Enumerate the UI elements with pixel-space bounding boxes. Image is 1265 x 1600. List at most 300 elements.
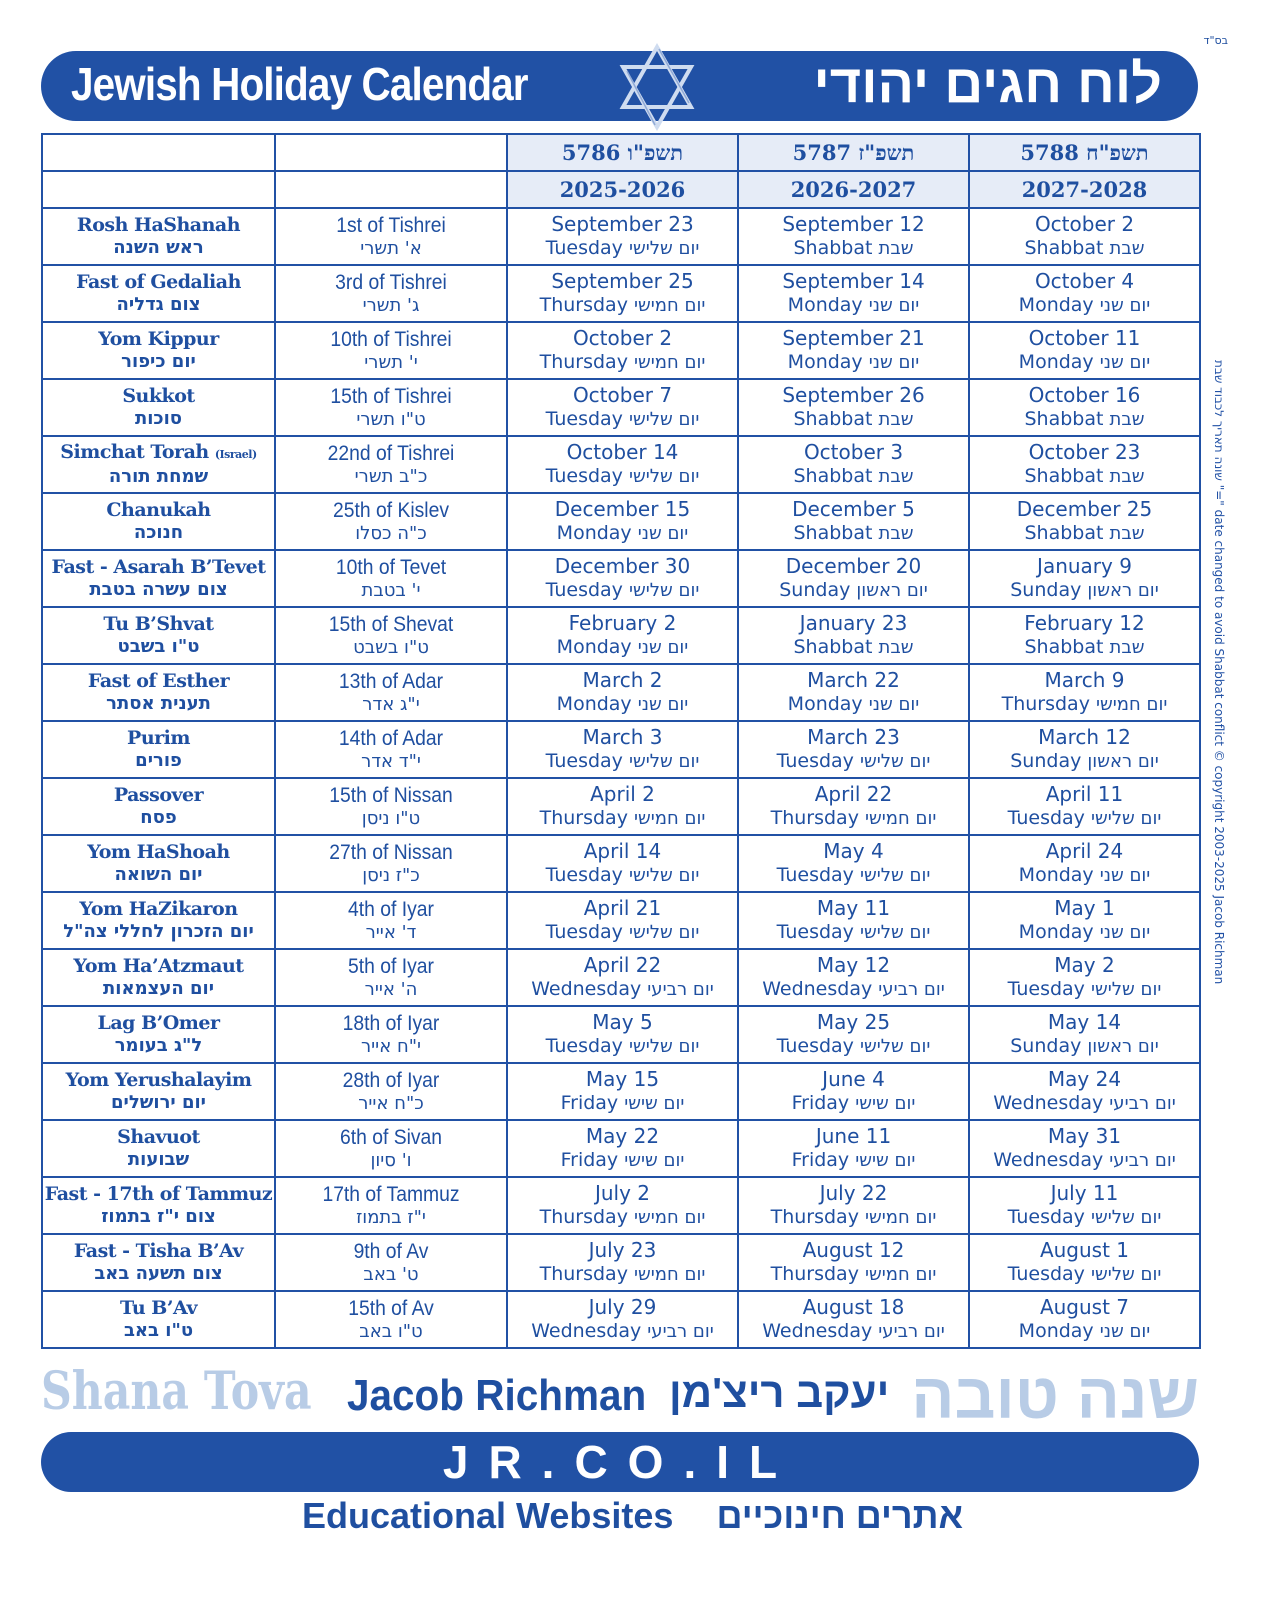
weekday-english: Shabbat [1024, 237, 1104, 259]
weekday [739, 977, 968, 1002]
gregorian-date-cell [507, 208, 738, 265]
weekday [739, 521, 968, 546]
weekday-hebrew: יום שישי [855, 1093, 916, 1114]
gregorian-date-cell [969, 949, 1200, 1006]
weekday-english: Shabbat [1024, 522, 1104, 544]
hebrew-date-hebrew: י"ג אדר [362, 693, 420, 715]
holiday-name-hebrew: יום כיפור [121, 351, 196, 372]
weekday-english: Thursday [539, 807, 628, 829]
gregorian-date-cell [969, 835, 1200, 892]
weekday-hebrew: יום שני [868, 694, 920, 715]
url-banner[interactable] [41, 1432, 1199, 1492]
gregorian-date: March 22 [807, 668, 900, 692]
gregorian-date: September 14 [782, 269, 925, 293]
holiday-row [42, 379, 1200, 436]
hebrew-date-cell [275, 436, 507, 493]
weekday [739, 293, 968, 318]
gregorian-date-cell [738, 1006, 969, 1063]
weekday-english: Monday [1018, 294, 1094, 316]
weekday-hebrew: יום שלישי [628, 580, 700, 601]
weekday [508, 863, 737, 888]
bsd-mark: בס"ד [1203, 34, 1228, 47]
holiday-name-cell [42, 1234, 275, 1291]
hebrew-date-hebrew: ט' באב [363, 1263, 419, 1285]
weekday-hebrew: יום שלישי [628, 865, 700, 886]
gregorian-date: October 23 [1028, 440, 1141, 464]
weekday-hebrew: יום שני [1099, 865, 1151, 886]
holiday-name-cell [42, 778, 275, 835]
holiday-name-english [43, 613, 274, 636]
website-url[interactable]: JR.CO.IL [442, 1436, 798, 1488]
weekday [739, 806, 968, 831]
hebrew-date-hebrew: י"ז בתמוז [356, 1206, 426, 1228]
gregorian-date: May 12 [816, 953, 891, 977]
gregorian-date-cell [738, 1063, 969, 1120]
gregorian-date: October 2 [572, 326, 673, 350]
weekday-english: Shabbat [1024, 465, 1104, 487]
gregorian-date-cell [507, 1120, 738, 1177]
weekday-english: Tuesday [776, 750, 854, 772]
weekday-hebrew: שבת [1109, 409, 1145, 430]
holiday-name-cell [42, 1006, 275, 1063]
weekday-english: Monday [556, 522, 632, 544]
gregorian-date: October 16 [1028, 383, 1141, 407]
holiday-name-cell [42, 835, 275, 892]
weekday-hebrew: יום חמישי [634, 1264, 706, 1285]
weekday [508, 350, 737, 375]
weekday [739, 407, 968, 432]
weekday-hebrew: יום שלישי [1090, 1264, 1162, 1285]
gregorian-date: March 9 [1044, 668, 1125, 692]
weekday [970, 350, 1199, 375]
weekday-english: Wednesday [531, 1320, 642, 1342]
holiday-row [42, 607, 1200, 664]
gregorian-date: December 30 [554, 554, 691, 578]
weekday [970, 806, 1199, 831]
holiday-name-text: Fast - Tisha B’Av [73, 1240, 244, 1262]
header-blank-cell [275, 171, 507, 208]
gregorian-date-cell [507, 1177, 738, 1234]
weekday [508, 521, 737, 546]
author-name-english: Jacob Richman [347, 1371, 647, 1420]
gregorian-date-cell [969, 892, 1200, 949]
hebrew-date-hebrew: י' בטבת [361, 579, 421, 601]
holiday-name-english [43, 1012, 274, 1035]
hebrew-date-cell [275, 1177, 507, 1234]
gregorian-date-cell [738, 1291, 969, 1348]
hebrew-date-english: 9th of Av [353, 1239, 429, 1263]
holiday-row [42, 1006, 1200, 1063]
gregorian-date: September 26 [782, 383, 925, 407]
weekday-hebrew: יום שלישי [859, 751, 931, 772]
holiday-name-english [43, 271, 274, 294]
weekday-english: Tuesday [545, 750, 623, 772]
weekday [970, 407, 1199, 432]
gregorian-date-cell [969, 721, 1200, 778]
tagline-hebrew: אתרים חינוכיים [716, 1495, 964, 1536]
gregorian-date-cell [738, 607, 969, 664]
weekday [970, 521, 1199, 546]
holiday-row [42, 550, 1200, 607]
title-english: Jewish Holiday Calendar [71, 58, 528, 110]
hebrew-date-cell [275, 892, 507, 949]
gregorian-date: April 14 [583, 839, 662, 863]
weekday-hebrew: יום שני [637, 637, 689, 658]
weekday [970, 1319, 1199, 1344]
gregorian-date: August 1 [1039, 1238, 1130, 1262]
weekday [970, 977, 1199, 1002]
weekday-english: Sunday [1010, 579, 1082, 601]
weekday-hebrew: יום רביעי [647, 979, 714, 1000]
gregorian-date-cell [507, 892, 738, 949]
gregorian-date: September 23 [551, 212, 694, 236]
weekday-english: Shabbat [793, 522, 873, 544]
hebrew-date-hebrew: א' תשרי [360, 237, 422, 259]
gregorian-date: May 24 [1047, 1067, 1122, 1091]
year-header-gregorian: 2025-2026 [507, 171, 738, 208]
holiday-row [42, 835, 1200, 892]
weekday-hebrew: יום שני [637, 523, 689, 544]
hebrew-date-cell [275, 1006, 507, 1063]
weekday-english: Tuesday [1007, 807, 1085, 829]
weekday-hebrew: יום שלישי [859, 865, 931, 886]
hebrew-date-cell [275, 1234, 507, 1291]
holiday-name-text: Fast of Esther [87, 670, 230, 692]
hebrew-date-hebrew: י"ד אדר [361, 750, 421, 772]
holiday-name-text: Tu B’Shvat [103, 613, 214, 635]
gregorian-date: February 12 [1024, 611, 1145, 635]
holiday-row [42, 1120, 1200, 1177]
weekday-hebrew: יום שני [1099, 922, 1151, 943]
weekday [508, 1262, 737, 1287]
weekday [508, 1091, 737, 1116]
gregorian-date-cell [738, 835, 969, 892]
hebrew-date-english: 15th of Av [348, 1296, 434, 1320]
weekday [739, 1034, 968, 1059]
hebrew-date-hebrew: י' תשרי [364, 351, 418, 373]
gregorian-date: July 22 [819, 1181, 888, 1205]
hebrew-date-hebrew: ט"ו בשבט [353, 636, 429, 658]
holiday-name-text: Yom HaZikaron [79, 898, 238, 920]
weekday [970, 863, 1199, 888]
gregorian-date-cell [969, 1291, 1200, 1348]
holiday-name-text: Yom Kippur [98, 328, 219, 350]
hebrew-date-english: 5th of Iyar [348, 954, 434, 978]
gregorian-date: October 2 [1034, 212, 1135, 236]
weekday-hebrew: שבת [1109, 466, 1145, 487]
holiday-name-hebrew: צום י"ז בתמוז [101, 1206, 216, 1227]
weekday-english: Wednesday [993, 1149, 1104, 1171]
gregorian-date: July 11 [1050, 1181, 1119, 1205]
weekday-english: Shabbat [793, 408, 873, 430]
hebrew-date-cell [275, 493, 507, 550]
holiday-row [42, 208, 1200, 265]
weekday [970, 293, 1199, 318]
holiday-name-hebrew: ל"ג בעומר [114, 1035, 203, 1056]
holiday-name-cell [42, 664, 275, 721]
weekday [739, 692, 968, 717]
holiday-name-english [43, 955, 274, 978]
holiday-name-text: Simchat Torah [60, 441, 209, 463]
holiday-name-cell [42, 607, 275, 664]
weekday [508, 1148, 737, 1173]
holiday-name-hebrew: יום הזכרון לחללי צה"ל [63, 921, 254, 942]
hebrew-date-english: 15th of Tishrei [330, 384, 452, 408]
weekday-english: Thursday [1001, 693, 1090, 715]
gregorian-date-cell [507, 1291, 738, 1348]
gregorian-date-cell [969, 664, 1200, 721]
weekday-hebrew: יום חמישי [634, 808, 706, 829]
weekday [970, 578, 1199, 603]
holiday-row [42, 265, 1200, 322]
gregorian-date: March 3 [582, 725, 663, 749]
weekday [508, 1205, 737, 1230]
weekday-hebrew: יום שלישי [628, 922, 700, 943]
gregorian-date-cell [507, 778, 738, 835]
gregorian-date: May 1 [1054, 896, 1115, 920]
weekday-hebrew: יום חמישי [865, 1264, 937, 1285]
shana-tova-english: Shana Tova [41, 1361, 312, 1422]
gregorian-date-cell [738, 949, 969, 1006]
weekday [508, 407, 737, 432]
weekday-english: Thursday [539, 1206, 628, 1228]
weekday-hebrew: יום שישי [624, 1150, 685, 1171]
holiday-name-text: Sukkot [122, 385, 195, 407]
weekday-hebrew: שבת [878, 523, 914, 544]
weekday-hebrew: יום חמישי [865, 1207, 937, 1228]
weekday-english: Friday [791, 1092, 850, 1114]
holiday-row [42, 664, 1200, 721]
holiday-name-text: Yom HaShoah [87, 841, 230, 863]
gregorian-date: December 5 [792, 497, 915, 521]
gregorian-date-cell [738, 265, 969, 322]
author-name-hebrew: יעקב ריצ'מן [669, 1369, 890, 1416]
hebrew-date-hebrew: ט"ו באב [359, 1320, 423, 1342]
holiday-name-cell [42, 493, 275, 550]
weekday-english: Thursday [539, 351, 628, 373]
gregorian-date: June 11 [815, 1124, 892, 1148]
holiday-name-english [43, 727, 274, 750]
header-row-hebrew-years [42, 134, 1200, 171]
title-banner [41, 51, 1198, 121]
weekday [508, 236, 737, 261]
gregorian-date-cell [738, 1234, 969, 1291]
holiday-name-cell [42, 1177, 275, 1234]
holiday-name-text: Chanukah [106, 499, 211, 521]
holiday-name-text: Tu B’Av [119, 1297, 197, 1319]
weekday-english: Monday [1018, 1320, 1094, 1342]
weekday-hebrew: יום ראשון [856, 580, 928, 601]
holiday-name-english [43, 1240, 274, 1263]
gregorian-date: May 25 [816, 1010, 891, 1034]
weekday-english: Wednesday [993, 1092, 1104, 1114]
weekday-hebrew: יום שישי [624, 1093, 685, 1114]
weekday-hebrew: יום שלישי [628, 409, 700, 430]
gregorian-date: June 4 [822, 1067, 885, 1091]
weekday [508, 464, 737, 489]
gregorian-date-cell [969, 379, 1200, 436]
hebrew-date-cell [275, 664, 507, 721]
weekday-english: Wednesday [762, 1320, 873, 1342]
gregorian-date-cell [738, 436, 969, 493]
weekday-hebrew: יום שלישי [859, 922, 931, 943]
gregorian-date: March 23 [807, 725, 900, 749]
gregorian-date-cell [507, 721, 738, 778]
weekday-english: Shabbat [793, 636, 873, 658]
gregorian-date: October 4 [1034, 269, 1135, 293]
gregorian-date-cell [507, 379, 738, 436]
holiday-name-english [43, 328, 274, 351]
holiday-row [42, 1177, 1200, 1234]
gregorian-date: May 2 [1054, 953, 1115, 977]
gregorian-date-cell [738, 778, 969, 835]
weekday-hebrew: יום שני [637, 694, 689, 715]
holiday-name-text: Yom Ha’Atzmaut [73, 955, 244, 977]
gregorian-date: February 2 [568, 611, 677, 635]
holiday-name-hebrew: תענית אסתר [106, 693, 211, 714]
weekday-hebrew: יום חמישי [634, 1207, 706, 1228]
hebrew-date-hebrew: ד' אייר [365, 921, 417, 943]
weekday [739, 749, 968, 774]
gregorian-date: January 23 [799, 611, 908, 635]
gregorian-date: May 22 [585, 1124, 660, 1148]
weekday-english: Shabbat [793, 465, 873, 487]
holiday-name-english [43, 1126, 274, 1149]
weekday-english: Monday [1018, 864, 1094, 886]
weekday-english: Tuesday [545, 1035, 623, 1057]
weekday-hebrew: יום חמישי [634, 295, 706, 316]
gregorian-date: March 2 [582, 668, 663, 692]
weekday-hebrew: שבת [1109, 523, 1145, 544]
weekday-english: Tuesday [776, 1035, 854, 1057]
holiday-name-cell [42, 1120, 275, 1177]
gregorian-date-cell [969, 493, 1200, 550]
hebrew-date-cell [275, 721, 507, 778]
weekday-english: Monday [556, 636, 632, 658]
holiday-name-hebrew: שבועות [127, 1149, 190, 1170]
gregorian-date: April 21 [583, 896, 662, 920]
holiday-name-cell [42, 949, 275, 1006]
weekday [970, 1262, 1199, 1287]
weekday-english: Shabbat [793, 237, 873, 259]
weekday-english: Friday [560, 1149, 619, 1171]
weekday-english: Monday [556, 693, 632, 715]
weekday-english: Tuesday [545, 465, 623, 487]
gregorian-date-cell [969, 322, 1200, 379]
holiday-row [42, 721, 1200, 778]
gregorian-date: April 24 [1045, 839, 1124, 863]
weekday-english: Thursday [539, 1263, 628, 1285]
weekday-hebrew: יום ראשון [1087, 1036, 1159, 1057]
holiday-name-hebrew: צום גדליה [116, 294, 201, 315]
weekday-english: Thursday [770, 1206, 859, 1228]
weekday-hebrew: יום שלישי [1090, 979, 1162, 1000]
hebrew-date-english: 6th of Sivan [339, 1125, 443, 1149]
weekday-english: Thursday [770, 1263, 859, 1285]
holiday-row [42, 493, 1200, 550]
hebrew-date-english: 4th of Iyar [348, 897, 434, 921]
hebrew-date-cell [275, 265, 507, 322]
weekday-english: Wednesday [762, 978, 873, 1000]
gregorian-date-cell [507, 835, 738, 892]
hebrew-date-english: 15th of Nissan [329, 783, 453, 807]
holiday-name-english [43, 556, 274, 579]
gregorian-date: May 15 [585, 1067, 660, 1091]
hebrew-date-english: 14th of Adar [338, 726, 444, 750]
weekday [739, 350, 968, 375]
hebrew-date-hebrew: י"ח אייר [360, 1035, 422, 1057]
year-header-gregorian: 2026-2027 [738, 171, 969, 208]
weekday-hebrew: יום ראשון [1087, 751, 1159, 772]
gregorian-date: July 23 [588, 1238, 657, 1262]
weekday-english: Monday [787, 693, 863, 715]
weekday-hebrew: יום רביעי [1109, 1093, 1176, 1114]
holiday-name-text: Lag B’Omer [97, 1012, 220, 1034]
weekday-hebrew: יום שלישי [628, 238, 700, 259]
gregorian-date: October 14 [566, 440, 679, 464]
hebrew-date-hebrew: ה' אייר [364, 978, 418, 1000]
weekday [970, 1148, 1199, 1173]
gregorian-date: May 14 [1047, 1010, 1122, 1034]
gregorian-date-cell [738, 1177, 969, 1234]
weekday-hebrew: יום שני [1099, 352, 1151, 373]
gregorian-date-cell [507, 436, 738, 493]
weekday-hebrew: יום רביעי [878, 1321, 945, 1342]
gregorian-date: October 3 [803, 440, 904, 464]
holiday-name-hebrew: יום השואה [114, 864, 203, 885]
weekday-english: Sunday [1010, 1035, 1082, 1057]
holiday-name-hebrew: ראש השנה [113, 237, 204, 258]
holiday-name-english [43, 784, 274, 807]
gregorian-date: October 11 [1028, 326, 1141, 350]
weekday-english: Shabbat [1024, 408, 1104, 430]
gregorian-date: April 2 [590, 782, 655, 806]
weekday [970, 236, 1199, 261]
weekday-hebrew: יום רביעי [878, 979, 945, 1000]
holiday-name-hebrew: צום עשרה בטבת [89, 579, 228, 600]
year-header-gregorian: 2027-2028 [969, 171, 1200, 208]
weekday-english: Sunday [1010, 750, 1082, 772]
weekday [739, 863, 968, 888]
gregorian-date: August 7 [1039, 1295, 1130, 1319]
gregorian-date: April 22 [814, 782, 893, 806]
hebrew-date-english: 28th of Iyar [342, 1068, 440, 1092]
weekday-hebrew: יום חמישי [865, 808, 937, 829]
weekday [739, 1091, 968, 1116]
gregorian-date: January 9 [1037, 554, 1132, 578]
weekday [508, 1034, 737, 1059]
weekday [508, 920, 737, 945]
weekday-hebrew: שבת [878, 409, 914, 430]
weekday [739, 1205, 968, 1230]
hebrew-date-hebrew: ו' סיון [370, 1149, 412, 1171]
weekday-hebrew: יום שני [868, 352, 920, 373]
weekday-english: Friday [791, 1149, 850, 1171]
gregorian-date-cell [969, 208, 1200, 265]
gregorian-date-cell [507, 1063, 738, 1120]
hebrew-date-cell [275, 208, 507, 265]
holiday-row [42, 1063, 1200, 1120]
gregorian-date: May 4 [823, 839, 884, 863]
holiday-name-cell [42, 1291, 275, 1348]
holiday-name-cell [42, 436, 275, 493]
holiday-name-hebrew: ט"ו באב [123, 1320, 194, 1341]
weekday [739, 1319, 968, 1344]
holiday-row [42, 778, 1200, 835]
weekday-english: Tuesday [1007, 1206, 1085, 1228]
weekday-english: Thursday [770, 807, 859, 829]
holiday-name-hebrew: שמחת תורה [108, 466, 209, 487]
